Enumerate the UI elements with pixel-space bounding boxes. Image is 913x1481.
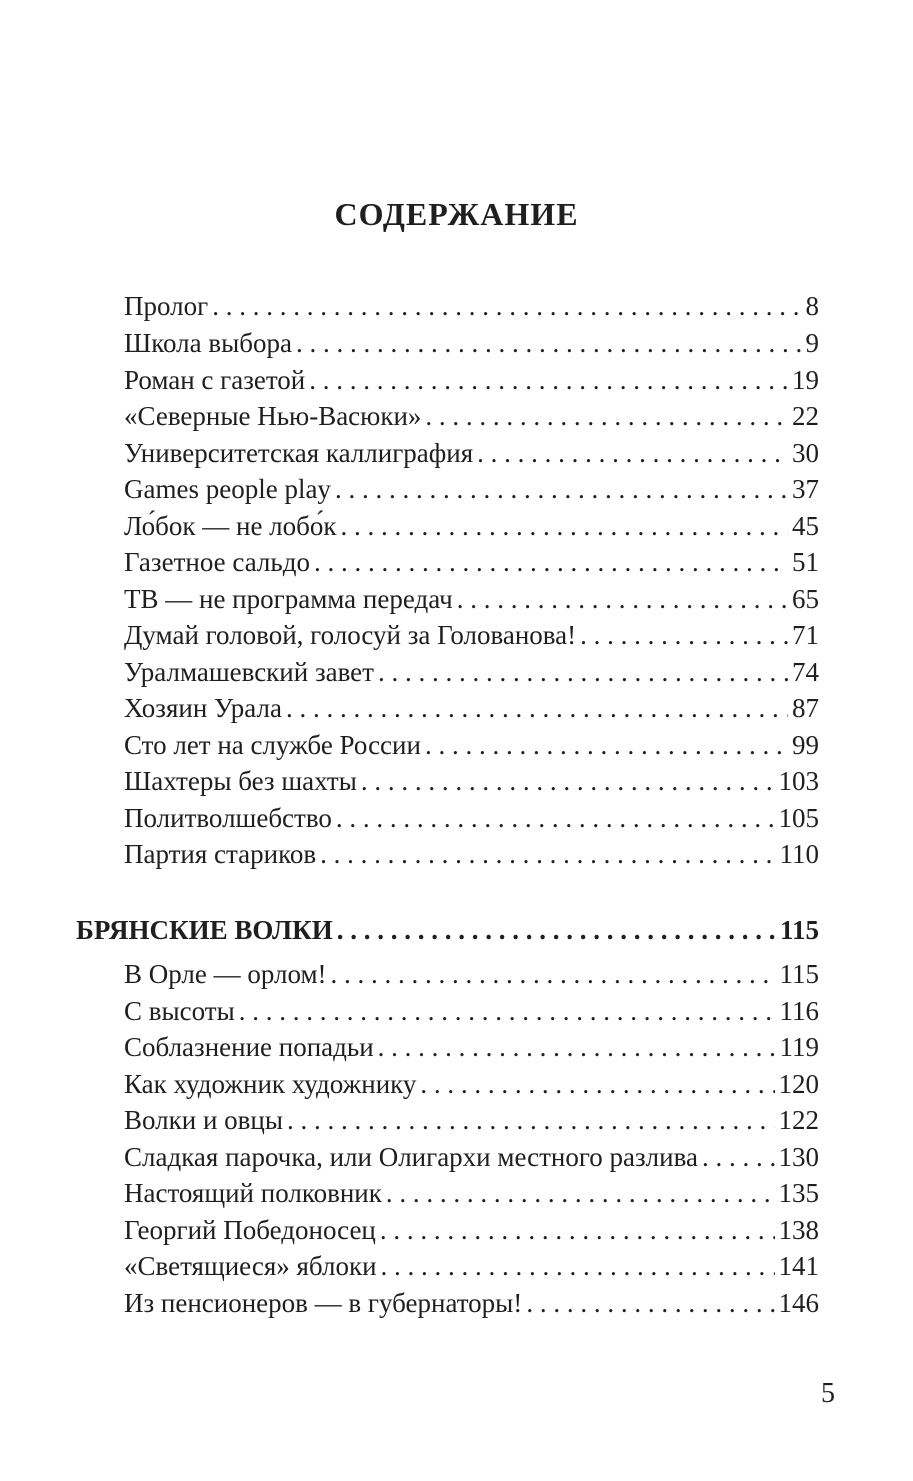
dot-leader: [381, 1249, 775, 1283]
toc-entry-title: Как художник художнику: [124, 1069, 417, 1099]
toc-entry-page: 30: [792, 438, 819, 468]
toc-entry-page: 122: [778, 1105, 819, 1135]
dot-leader: [378, 655, 788, 689]
dot-leader: [212, 289, 801, 323]
toc-entry: [124, 1213, 819, 1247]
toc-entry-page: 19: [792, 365, 819, 395]
toc-entry-page: 130: [778, 1142, 819, 1172]
toc-entry: [124, 363, 819, 397]
toc-entry: [124, 691, 819, 725]
dot-leader: [580, 618, 788, 652]
toc-entry-page: 51: [792, 547, 819, 577]
toc-entry: [124, 399, 819, 433]
dot-leader: [702, 1140, 775, 1174]
dot-leader: [386, 1176, 775, 1210]
page-title: СОДЕРЖАНИЕ: [334, 196, 579, 232]
toc-entry-page: 8: [805, 291, 819, 321]
dot-leader: [420, 1067, 774, 1101]
toc-entry-title: Газетное сальдо: [124, 547, 310, 577]
toc-entry-title: Уралмашевский завет: [124, 657, 374, 687]
toc-entry-title: Шахтеры без шахты: [124, 766, 357, 796]
dot-leader: [378, 1030, 776, 1064]
toc-entry-title: Пролог: [124, 291, 209, 321]
toc-entry-page: 135: [778, 1178, 819, 1208]
toc-entry-page: 110: [779, 839, 819, 869]
toc-entry: [124, 1103, 819, 1137]
toc-entry-title: Георгий Победоносец: [124, 1215, 376, 1245]
toc-entry-title: Партия стариков: [124, 839, 317, 869]
dot-leader: [425, 728, 788, 762]
dot-leader: [336, 801, 775, 835]
toc-entry-page: 22: [792, 401, 819, 431]
toc-entry-page: 45: [792, 511, 819, 541]
toc-entry-page: 71: [792, 620, 819, 650]
dot-leader: [335, 472, 788, 506]
toc-entry-page: 37: [792, 474, 819, 504]
toc-entry-page: 74: [792, 657, 819, 687]
toc-entry-page: 65: [792, 584, 819, 614]
toc-entry-title: Думай головой, голосуй за Голованова!: [124, 620, 577, 650]
dot-leader: [380, 1213, 775, 1247]
toc-entry-title: ТВ — не программа передач: [124, 584, 453, 614]
toc-entry-title: Сто лет на службе России: [124, 730, 421, 760]
toc-section-page: 115: [779, 915, 819, 945]
toc-entry-page: 105: [778, 803, 819, 833]
toc-entry-title: Настоящий полковник: [124, 1178, 382, 1208]
toc-entry-page: 115: [779, 959, 819, 989]
toc-entry-title: «Светящиеся» яблоки: [124, 1251, 377, 1281]
dot-leader: [320, 837, 775, 871]
toc-entry: [124, 545, 819, 579]
dot-leader: [425, 399, 788, 433]
dot-leader: [341, 509, 788, 543]
toc-entry: [124, 655, 819, 689]
toc-entry-title: Соблазнение попадьи: [124, 1032, 374, 1062]
toc-section-heading: [76, 913, 819, 947]
dot-leader: [314, 545, 788, 579]
toc-entry-page: 120: [778, 1069, 819, 1099]
toc-entry-page: 138: [778, 1215, 819, 1245]
toc-entry-page: 103: [778, 766, 819, 796]
toc-entry: [124, 618, 819, 652]
toc-entry: [124, 1030, 819, 1064]
toc-entry-page: 99: [792, 730, 819, 760]
toc-entry-title: Школа выбора: [124, 328, 292, 358]
toc-entry-title: Games people play: [124, 474, 331, 504]
dot-leader: [296, 326, 802, 360]
toc-entry-page: 141: [778, 1251, 819, 1281]
toc-entry-title: Хозяин Урала: [124, 693, 282, 723]
dot-leader: [287, 1103, 775, 1137]
toc-entry: [124, 1140, 819, 1174]
toc-entry-page: 87: [792, 693, 819, 723]
dot-leader: [477, 436, 788, 470]
toc-entry-title: Из пенсионеров — в губернаторы!: [124, 1288, 523, 1318]
toc-entry-page: 119: [779, 1032, 819, 1062]
toc-entry-title: С высоты: [124, 996, 235, 1026]
toc-entry: [124, 837, 819, 871]
toc-entry-title: В Орле — орлом!: [124, 959, 327, 989]
toc-entry-title: Роман с газетой: [124, 365, 306, 395]
toc-entry: [124, 764, 819, 798]
toc-entry: [124, 1176, 819, 1210]
dot-leader: [309, 363, 788, 397]
dot-leader: [361, 764, 775, 798]
toc-entry: [124, 994, 819, 1028]
toc-entry: [124, 582, 819, 616]
toc-entry-page: 146: [778, 1288, 819, 1318]
toc-entry: [124, 509, 819, 543]
toc-entry-title: Сладкая парочка, или Олигархи местного разлива: [124, 1142, 698, 1172]
toc-entry-page: 116: [779, 996, 819, 1026]
toc-entry: [124, 801, 819, 835]
toc-section-title: БРЯНСКИЕ ВОЛКИ: [76, 915, 333, 945]
dot-leader: [239, 994, 776, 1028]
toc-entry: [124, 326, 819, 360]
toc-entry: [124, 1286, 819, 1320]
toc-entry-title: «Северные Нью-Васюки»: [124, 401, 422, 431]
toc-entry-title: Волки и овцы: [124, 1105, 283, 1135]
toc-entry: [124, 728, 819, 762]
toc-entry: [124, 1249, 819, 1283]
toc-entry: [124, 472, 819, 506]
toc-entry-page: 9: [805, 328, 819, 358]
toc-entry-title: Политволшебство: [124, 803, 332, 833]
toc-entry: [124, 289, 819, 323]
page-number: 5: [821, 1378, 835, 1409]
dot-leader: [337, 913, 776, 947]
dot-leader: [331, 957, 776, 991]
toc-entry: [124, 436, 819, 470]
toc-entry: [124, 957, 819, 991]
toc-entry-title: Ло́бок — не лобо́к: [124, 511, 337, 541]
dot-leader: [286, 691, 788, 725]
toc-entry-title: Университетская каллиграфия: [124, 438, 474, 468]
dot-leader: [457, 582, 788, 616]
dot-leader: [526, 1286, 774, 1320]
toc-entry: [124, 1067, 819, 1101]
